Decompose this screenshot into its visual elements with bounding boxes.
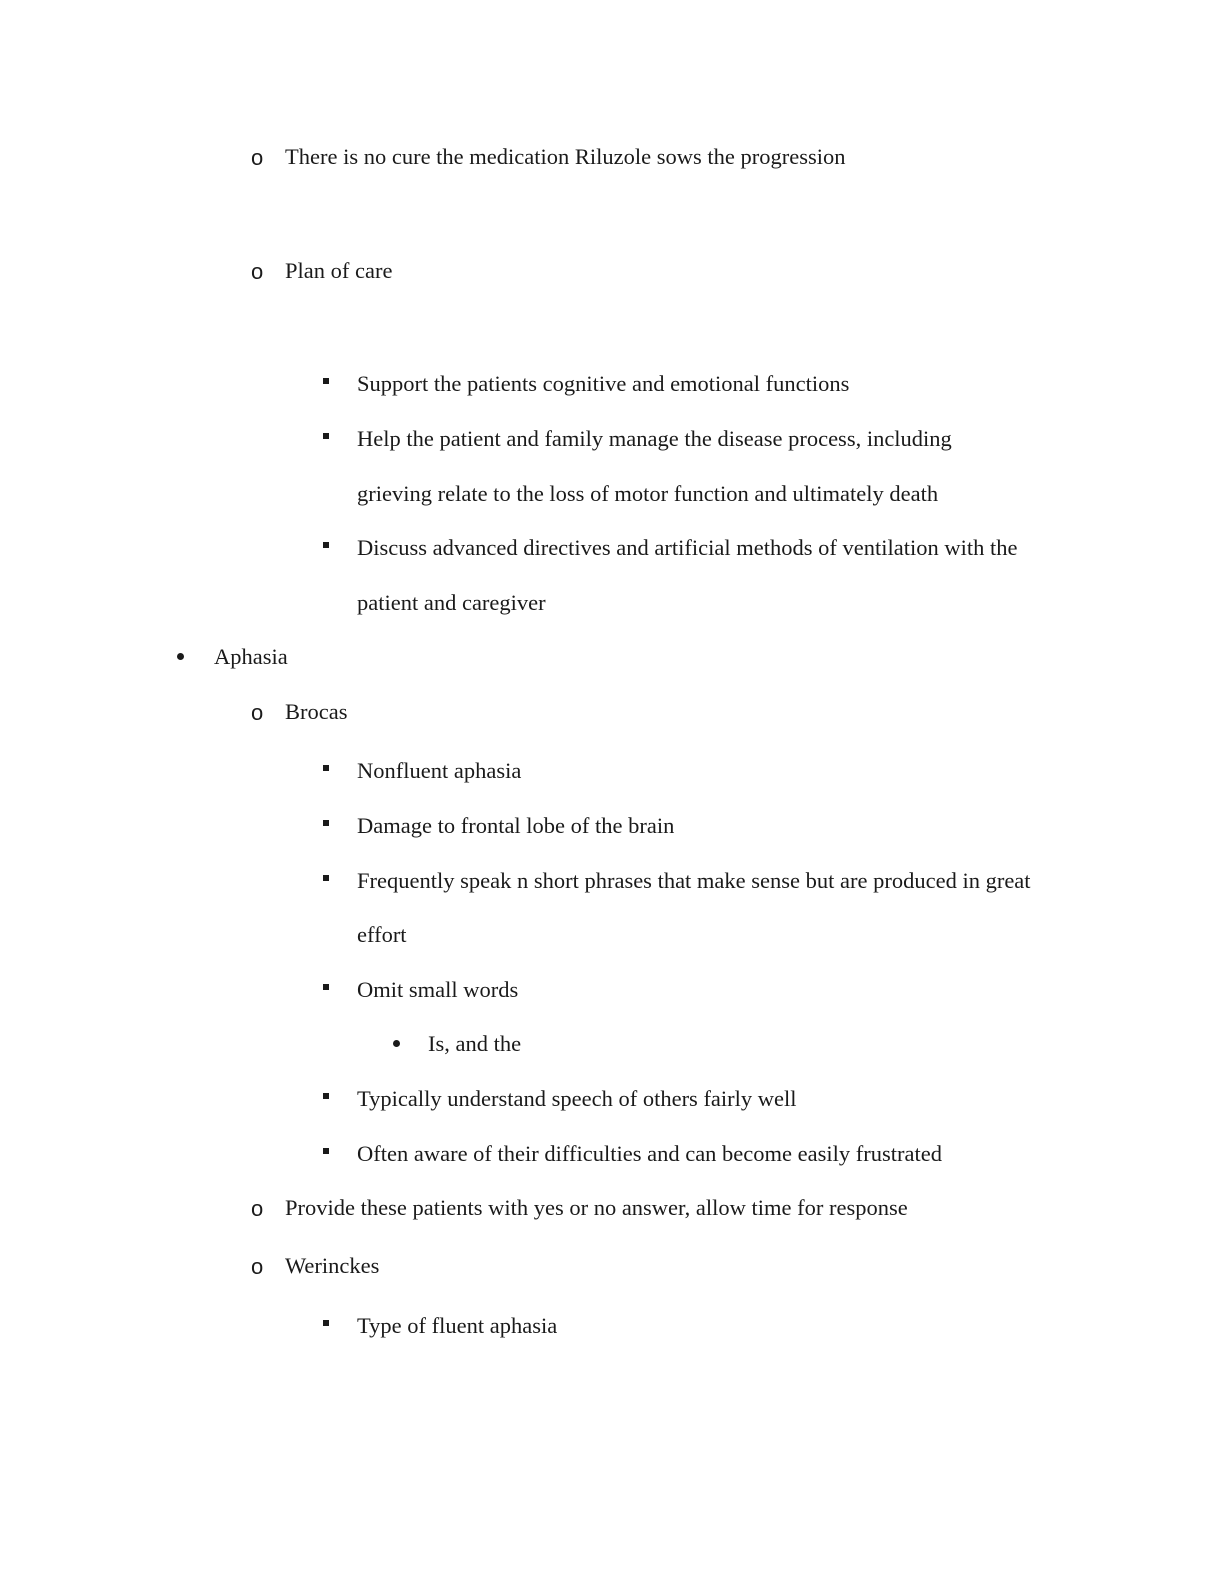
list-item-text: Help the patient and family manage the disease process, including <box>357 426 952 451</box>
square-bullet-icon <box>323 1320 329 1326</box>
square-bullet-icon <box>323 765 329 771</box>
circle-bullet-icon: o <box>251 1254 264 1279</box>
list-item-text: Frequently speak n short phrases that make sense but are produced in great <box>357 868 1031 893</box>
list-item-continuation: effort <box>357 922 407 947</box>
list-item-continuation: grieving relate to the loss of motor function and ultimately death <box>357 481 939 506</box>
list-item-text: Provide these patients with yes or no answer, allow time for response <box>285 1195 908 1220</box>
list-item-text: Type of fluent aphasia <box>357 1313 558 1338</box>
list-item-text: Support the patients cognitive and emotional functions <box>357 371 850 396</box>
list-item-continuation: patient and caregiver <box>357 590 546 615</box>
list-item-text: Plan of care <box>285 258 393 283</box>
circle-bullet-icon: o <box>251 145 264 170</box>
square-bullet-icon <box>323 820 329 826</box>
square-bullet-icon <box>323 542 329 548</box>
list-item-text: Often aware of their difficulties and can become easily frustrated <box>357 1141 942 1166</box>
list-item-text: Nonfluent aphasia <box>357 758 522 783</box>
list-item-text: Omit small words <box>357 977 519 1002</box>
list-item-text: Discuss advanced directives and artificial methods of ventilation with the <box>357 535 1018 560</box>
list-item-text: Werinckes <box>285 1253 380 1278</box>
circle-bullet-icon: o <box>251 259 264 284</box>
disc-bullet-icon <box>393 1040 400 1047</box>
square-bullet-icon <box>323 984 329 990</box>
square-bullet-icon <box>323 1148 329 1154</box>
circle-bullet-icon: o <box>251 1196 264 1221</box>
square-bullet-icon <box>323 875 329 881</box>
square-bullet-icon <box>323 433 329 439</box>
list-item-text: There is no cure the medication Riluzole sows the progression <box>285 144 846 169</box>
list-item-text: Damage to frontal lobe of the brain <box>357 813 675 838</box>
list-item-text: Is, and the <box>428 1031 522 1056</box>
list-item-text: Aphasia <box>214 644 288 669</box>
square-bullet-icon <box>323 378 329 384</box>
disc-bullet-icon <box>177 653 184 660</box>
list-item-text: Brocas <box>285 699 348 724</box>
list-item-text: Typically understand speech of others fairly well <box>357 1086 797 1111</box>
circle-bullet-icon: o <box>251 700 264 725</box>
square-bullet-icon <box>323 1093 329 1099</box>
